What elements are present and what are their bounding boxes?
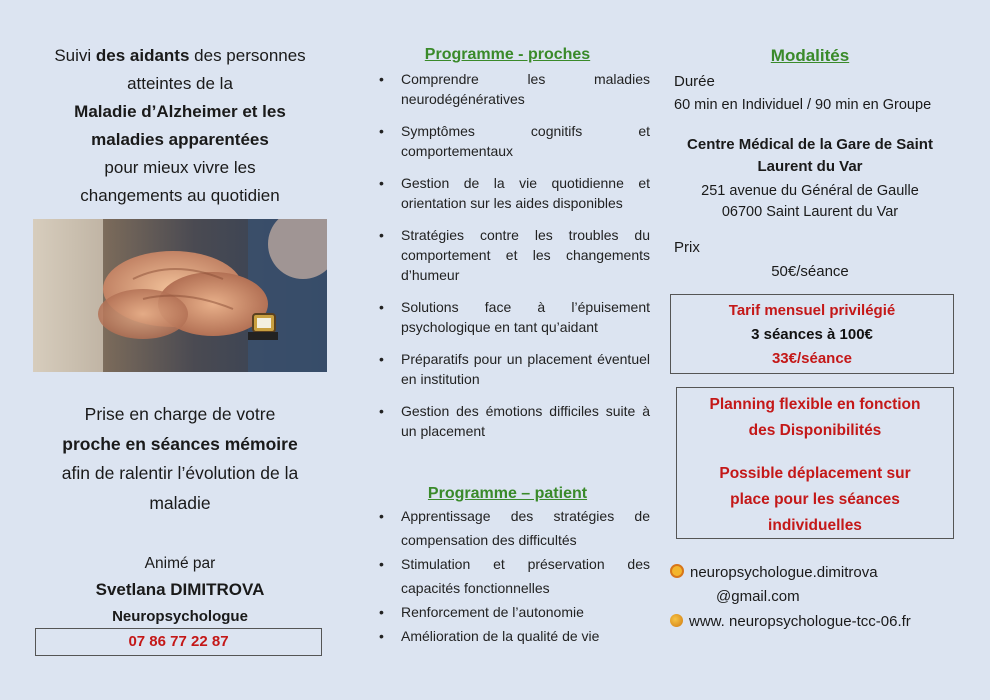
presenter-block [20,552,340,630]
duree-label: Durée [674,73,715,90]
list-item: • Gestion des émotions difficiles suite à un placement [365,401,650,441]
presenter-title: Neuropsychologue [112,608,248,625]
tarif-box: Tarif mensuel privilégié 3 séances à 100€ 33€/séance [670,294,954,374]
phone-number[interactable]: 07 86 77 22 87 [35,628,322,656]
animated-by-label: Animé par [144,555,216,572]
duree-value: 60 min en Individuel / 90 min en Groupe [674,97,932,113]
right-panel [655,0,990,700]
list-item: • Comprendre les maladies neurodégénératives [365,69,650,109]
prix-label: Prix [674,239,700,256]
list-item: • Renforcement de l’autonomie [365,600,650,624]
middle-panel [365,0,650,700]
list-item: • Symptômes cognitifs et comportementaux [365,121,650,161]
email-domain: @gmail.com [716,588,800,605]
programme-proches-heading: Programme - proches [424,46,591,63]
email-icon [670,564,684,578]
programme-proches-list [365,69,650,453]
planning-box: Planning flexible en fonction des Disponibilités Possible déplacement sur place pour les séances individuelles [676,387,954,539]
list-item: • Apprentissage des stratégies de compensation des difficultés [365,504,650,552]
list-item: • Amélioration de la qualité de vie [365,624,650,648]
list-item: • Stimulation et préservation des capacités fonctionnelles [365,552,650,600]
list-item: • Stratégies contre les troubles du comportement et les changements d’humeur [365,225,650,285]
list-item: • Gestion de la vie quotidienne et orientation sur les aides disponibles [365,173,650,213]
memory-session-text: Prise en charge de votre proche en séances mémoire afin de ralentir l’évolution de la maladie [61,404,299,513]
list-item: • Préparatifs pour un placement éventuel en institution [365,349,650,389]
left-panel [0,0,360,700]
globe-icon [670,614,683,627]
list-item: • Solutions face à l’épuisement psychologique en tant qu’aidant [365,297,650,337]
centre-address: 251 avenue du Général de Gaulle 06700 Saint Laurent du Var [701,183,919,220]
programme-patient-list [365,504,650,648]
modalites-heading: Modalités [770,46,850,65]
centre-name: Centre Médical de la Gare de Saint Laurent du Var [687,136,933,175]
email-contact[interactable]: neuropsychologue.dimitrova [670,562,878,584]
holding-hands-photo [33,219,327,372]
presenter-name: Svetlana DIMITROVA [95,580,265,599]
website-link[interactable]: www. neuropsychologue-tcc-06.fr [670,611,911,633]
prix-value: 50€/séance [771,263,849,280]
intro-text: Suivi des aidants des personnes atteintes de la Maladie d’Alzheimer et les maladies apparentées pour mieux vivre les changements au quotidien [54,46,306,205]
programme-patient-heading: Programme – patient [427,485,588,502]
